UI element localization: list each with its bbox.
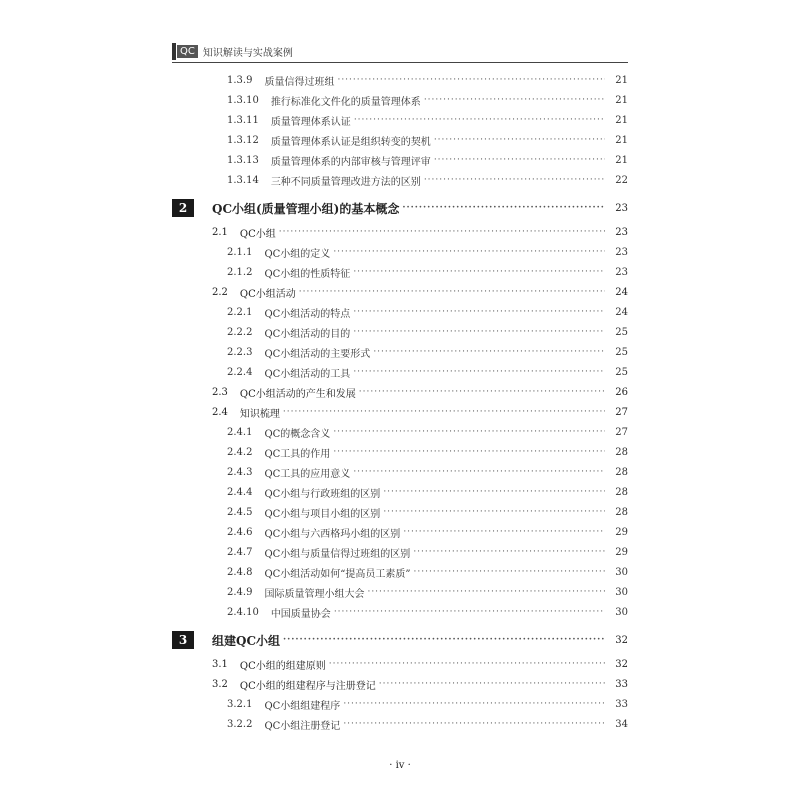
section-number: 3.2	[212, 678, 228, 690]
entry-title: 推行标准化文件化的质量管理体系	[270, 96, 421, 108]
section-number: 3.1	[212, 658, 228, 670]
entry-title: 质量管理体系认证	[270, 116, 351, 128]
running-header	[172, 42, 293, 60]
dot-leader	[353, 467, 605, 477]
entry-page-number: 26	[615, 386, 628, 398]
table-of-contents	[172, 70, 628, 734]
page-number: · iv ·	[389, 760, 411, 771]
header-badge: QC	[177, 45, 198, 58]
entry-title: QC小组活动如何“提高员工素质”	[264, 568, 411, 580]
entry-title: 知识梳理	[239, 408, 280, 420]
toc-entry[interactable]	[172, 342, 628, 362]
dot-leader	[283, 635, 605, 645]
entry-title: QC小组(质量管理小组)的基本概念	[212, 201, 400, 216]
entry-title: QC小组的性质特征	[264, 268, 351, 280]
section-number: 1.3.11	[227, 114, 259, 126]
toc-entry[interactable]	[172, 90, 628, 110]
entry-page-number: 21	[615, 74, 628, 86]
entry-title: QC工具的作用	[264, 448, 331, 460]
section-number: 2.4.1	[227, 426, 253, 438]
entry-title: QC小组组建程序	[264, 700, 341, 712]
entry-title: 组建QC小组	[212, 633, 281, 648]
dot-leader	[353, 267, 605, 277]
section-number: 1.3.12	[227, 134, 259, 146]
entry-title: QC小组与行政班组的区别	[264, 488, 381, 500]
chapter-number-box: 2	[172, 199, 194, 217]
entry-page-number: 32	[615, 658, 628, 670]
dot-leader	[343, 719, 605, 729]
dot-leader	[413, 547, 605, 557]
dot-leader	[379, 679, 605, 689]
toc-entry[interactable]	[172, 362, 628, 382]
toc-entry[interactable]	[172, 302, 628, 322]
dot-leader	[403, 527, 605, 537]
header-bar	[172, 43, 176, 60]
entry-page-number: 25	[615, 366, 628, 378]
section-number: 2.2.4	[227, 366, 253, 378]
dot-leader	[383, 507, 605, 517]
dot-leader	[402, 203, 605, 213]
dot-leader	[354, 115, 605, 125]
section-number: 2.1.2	[227, 266, 253, 278]
toc-entry[interactable]	[172, 482, 628, 502]
toc-entry[interactable]	[172, 442, 628, 462]
toc-entry[interactable]	[172, 402, 628, 422]
toc-entry[interactable]	[172, 422, 628, 442]
toc-entry[interactable]	[172, 582, 628, 602]
section-number: 2.1	[212, 226, 228, 238]
entry-page-number: 28	[615, 446, 628, 458]
entry-page-number: 28	[615, 466, 628, 478]
entry-title: QC小组活动的产生和发展	[239, 388, 356, 400]
entry-title: QC小组与六西格玛小组的区别	[264, 528, 401, 540]
toc-entry[interactable]	[172, 242, 628, 262]
entry-page-number: 28	[615, 506, 628, 518]
entry-page-number: 21	[615, 94, 628, 106]
toc-entry[interactable]	[172, 110, 628, 130]
toc-chapter[interactable]	[172, 626, 628, 654]
section-number: 3.2.2	[227, 718, 253, 730]
entry-title: QC小组与项目小组的区别	[264, 508, 381, 520]
section-number: 1.3.9	[227, 74, 253, 86]
entry-page-number: 33	[615, 678, 628, 690]
section-number: 1.3.10	[227, 94, 259, 106]
entry-page-number: 32	[615, 634, 628, 646]
entry-title: QC小组的组建程序与注册登记	[239, 680, 376, 692]
entry-page-number: 30	[615, 586, 628, 598]
section-number: 1.3.14	[227, 174, 259, 186]
dot-leader	[299, 287, 605, 297]
entry-page-number: 24	[615, 286, 628, 298]
toc-entry[interactable]	[172, 694, 628, 714]
entry-page-number: 29	[615, 526, 628, 538]
entry-page-number: 25	[615, 326, 628, 338]
toc-entry[interactable]	[172, 130, 628, 150]
entry-title: QC小组	[239, 228, 276, 240]
toc-entry[interactable]	[172, 674, 628, 694]
section-number: 2.2.2	[227, 326, 253, 338]
toc-entry[interactable]	[172, 502, 628, 522]
section-number: 2.2.1	[227, 306, 253, 318]
section-number: 2.4.9	[227, 586, 253, 598]
entry-page-number: 23	[615, 226, 628, 238]
header-title: 知识解读与实战案例	[202, 47, 293, 59]
section-number: 2.2.3	[227, 346, 253, 358]
dot-leader	[329, 659, 605, 669]
entry-page-number: 30	[615, 566, 628, 578]
entry-title: QC小组的定义	[264, 248, 331, 260]
dot-leader	[337, 75, 605, 85]
entry-title: QC小组与质量信得过班组的区别	[264, 548, 411, 560]
entry-page-number: 28	[615, 486, 628, 498]
toc-entry[interactable]	[172, 462, 628, 482]
toc-entry[interactable]	[172, 282, 628, 302]
dot-leader	[333, 247, 605, 257]
entry-page-number: 22	[615, 174, 628, 186]
dot-leader	[434, 155, 605, 165]
toc-entry[interactable]	[172, 602, 628, 622]
entry-page-number: 23	[615, 202, 628, 214]
entry-page-number: 23	[615, 246, 628, 258]
header-rule	[172, 62, 628, 63]
toc-entry[interactable]	[172, 542, 628, 562]
toc-entry[interactable]	[172, 150, 628, 170]
section-number: 2.4.2	[227, 446, 253, 458]
entry-title: 国际质量管理小组大会	[264, 588, 365, 600]
entry-title: 中国质量协会	[270, 608, 331, 620]
toc-entry[interactable]	[172, 562, 628, 582]
toc-entry[interactable]	[172, 322, 628, 342]
toc-entry[interactable]	[172, 714, 628, 734]
dot-leader	[383, 487, 605, 497]
entry-page-number: 34	[615, 718, 628, 730]
toc-entry[interactable]	[172, 70, 628, 90]
section-number: 2.4.7	[227, 546, 253, 558]
entry-page-number: 23	[615, 266, 628, 278]
section-number: 2.2	[212, 286, 228, 298]
toc-entry[interactable]	[172, 522, 628, 542]
entry-page-number: 33	[615, 698, 628, 710]
dot-leader	[414, 567, 605, 577]
dot-leader	[334, 607, 605, 617]
entry-title: QC小组活动的主要形式	[264, 348, 371, 360]
entry-title: 三种不同质量管理改进方法的区别	[270, 176, 421, 188]
section-number: 3.2.1	[227, 698, 253, 710]
entry-title: QC小组注册登记	[264, 720, 341, 732]
entry-title: QC小组活动	[239, 288, 296, 300]
dot-leader	[333, 447, 605, 457]
entry-page-number: 25	[615, 346, 628, 358]
dot-leader	[279, 227, 605, 237]
entry-title: 质量信得过班组	[264, 76, 335, 88]
section-number: 2.1.1	[227, 246, 253, 258]
dot-leader	[353, 327, 605, 337]
entry-title: QC小组活动的工具	[264, 368, 351, 380]
entry-page-number: 29	[615, 546, 628, 558]
entry-title: QC小组活动的特点	[264, 308, 351, 320]
section-number: 2.4.5	[227, 506, 253, 518]
entry-page-number: 21	[615, 154, 628, 166]
toc-entry[interactable]	[172, 222, 628, 242]
toc-chapter[interactable]	[172, 194, 628, 222]
section-number: 2.4.4	[227, 486, 253, 498]
entry-page-number: 27	[615, 426, 628, 438]
entry-page-number: 30	[615, 606, 628, 618]
dot-leader	[343, 699, 605, 709]
dot-leader	[283, 407, 605, 417]
dot-leader	[333, 427, 605, 437]
section-number: 2.4.10	[227, 606, 259, 618]
dot-leader	[424, 175, 605, 185]
dot-leader	[424, 95, 605, 105]
entry-title: 质量管理体系认证是组织转变的契机	[270, 136, 431, 148]
section-number: 1.3.13	[227, 154, 259, 166]
toc-entry[interactable]	[172, 654, 628, 674]
section-number: 2.4.6	[227, 526, 253, 538]
entry-title: QC小组活动的目的	[264, 328, 351, 340]
dot-leader	[373, 347, 605, 357]
section-number: 2.3	[212, 386, 228, 398]
dot-leader	[434, 135, 605, 145]
dot-leader	[353, 367, 605, 377]
entry-title: QC工具的应用意义	[264, 468, 351, 480]
toc-entry[interactable]	[172, 262, 628, 282]
entry-title: QC小组的组建原则	[239, 660, 326, 672]
entry-page-number: 21	[615, 134, 628, 146]
toc-entry[interactable]	[172, 382, 628, 402]
dot-leader	[359, 387, 605, 397]
entry-page-number: 24	[615, 306, 628, 318]
section-number: 2.4	[212, 406, 228, 418]
dot-leader	[367, 587, 605, 597]
section-number: 2.4.8	[227, 566, 253, 578]
entry-page-number: 27	[615, 406, 628, 418]
dot-leader	[353, 307, 605, 317]
entry-title: QC的概念含义	[264, 428, 331, 440]
entry-page-number: 21	[615, 114, 628, 126]
chapter-number-box: 3	[172, 631, 194, 649]
toc-entry[interactable]	[172, 170, 628, 190]
section-number: 2.4.3	[227, 466, 253, 478]
entry-title: 质量管理体系的内部审核与管理评审	[270, 156, 431, 168]
